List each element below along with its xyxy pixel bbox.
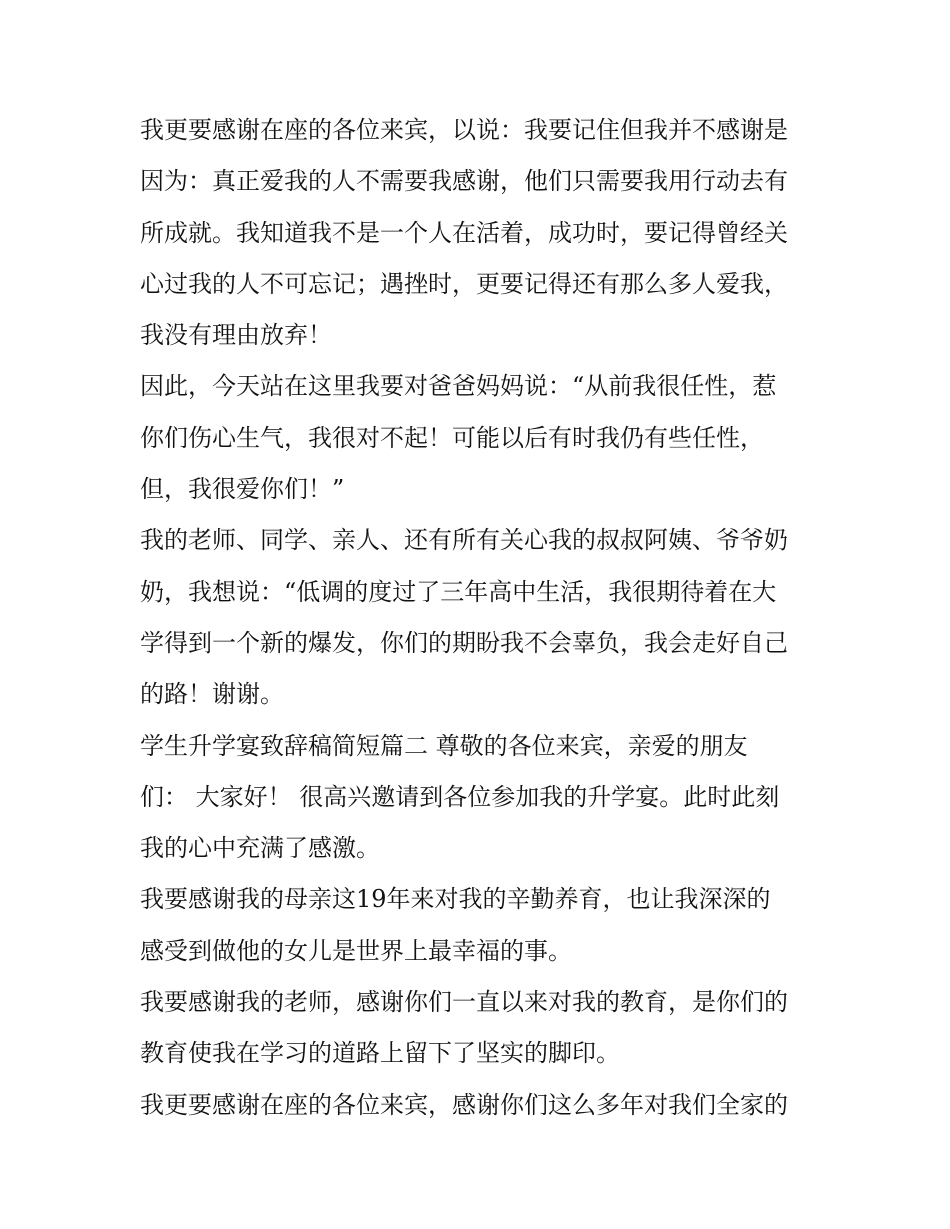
text-line: 但，我很爱你们！” (140, 475, 345, 504)
text-line: 因此，今天站在这里我要对爸爸妈妈说：“从前我很任性，惹 (140, 372, 777, 401)
text-line: 感受到做他的女儿是世界上最幸福的事。 (140, 936, 572, 965)
text-line: 我要感谢我的老师，感谢你们一直以来对我的教育，是你们的 (140, 988, 788, 1017)
text-line: 奶，我想说：“低调的度过了三年高中生活，我很期待着在大 (140, 577, 777, 606)
text-line: 我的老师、同学、亲人、还有所有关心我的叔叔阿姨、爷爷奶 (140, 526, 788, 555)
text-line: 我更要感谢在座的各位来宾，以说：我要记住但我并不感谢是 (140, 116, 788, 144)
document-body (140, 108, 820, 1134)
text-line: 我没有理由放弃！ (140, 321, 332, 350)
text-line: 的路！谢谢。 (140, 680, 284, 709)
text-line: 所成就。我知道我不是一个人在活着，成功时，要记得曾经关 (140, 218, 788, 247)
section-heading-line: 学生升学宴致辞稿简短篇二 尊敬的各位来宾，亲爱的朋友 (140, 731, 748, 760)
text-line: 学得到一个新的爆发，你们的期盼我不会辜负，我会走好自己 (140, 628, 788, 657)
text-line: 我要感谢我的母亲这19年来对我的辛勤养育，也让我深深的 (140, 885, 771, 914)
text-line: 们： 大家好！ 很高兴邀请到各位参加我的升学宴。此时此刻 (140, 782, 780, 811)
text-line: 教育使我在学习的道路上留下了坚实的脚印。 (140, 1039, 620, 1068)
text-line: 因为：真正爱我的人不需要我感谢，他们只需要我用行动去有 (140, 167, 788, 196)
text-line: 心过我的人不可忘记；遇挫时，更要记得还有那么多人爱我， (140, 269, 788, 298)
text-line: 你们伤心生气，我很对不起！可能以后有时我仍有些任性， (140, 423, 764, 452)
text-line: 我更要感谢在座的各位来宾，感谢你们这么多年对我们全家的 (140, 1090, 788, 1119)
text-line: 我的心中充满了感激。 (140, 834, 380, 863)
